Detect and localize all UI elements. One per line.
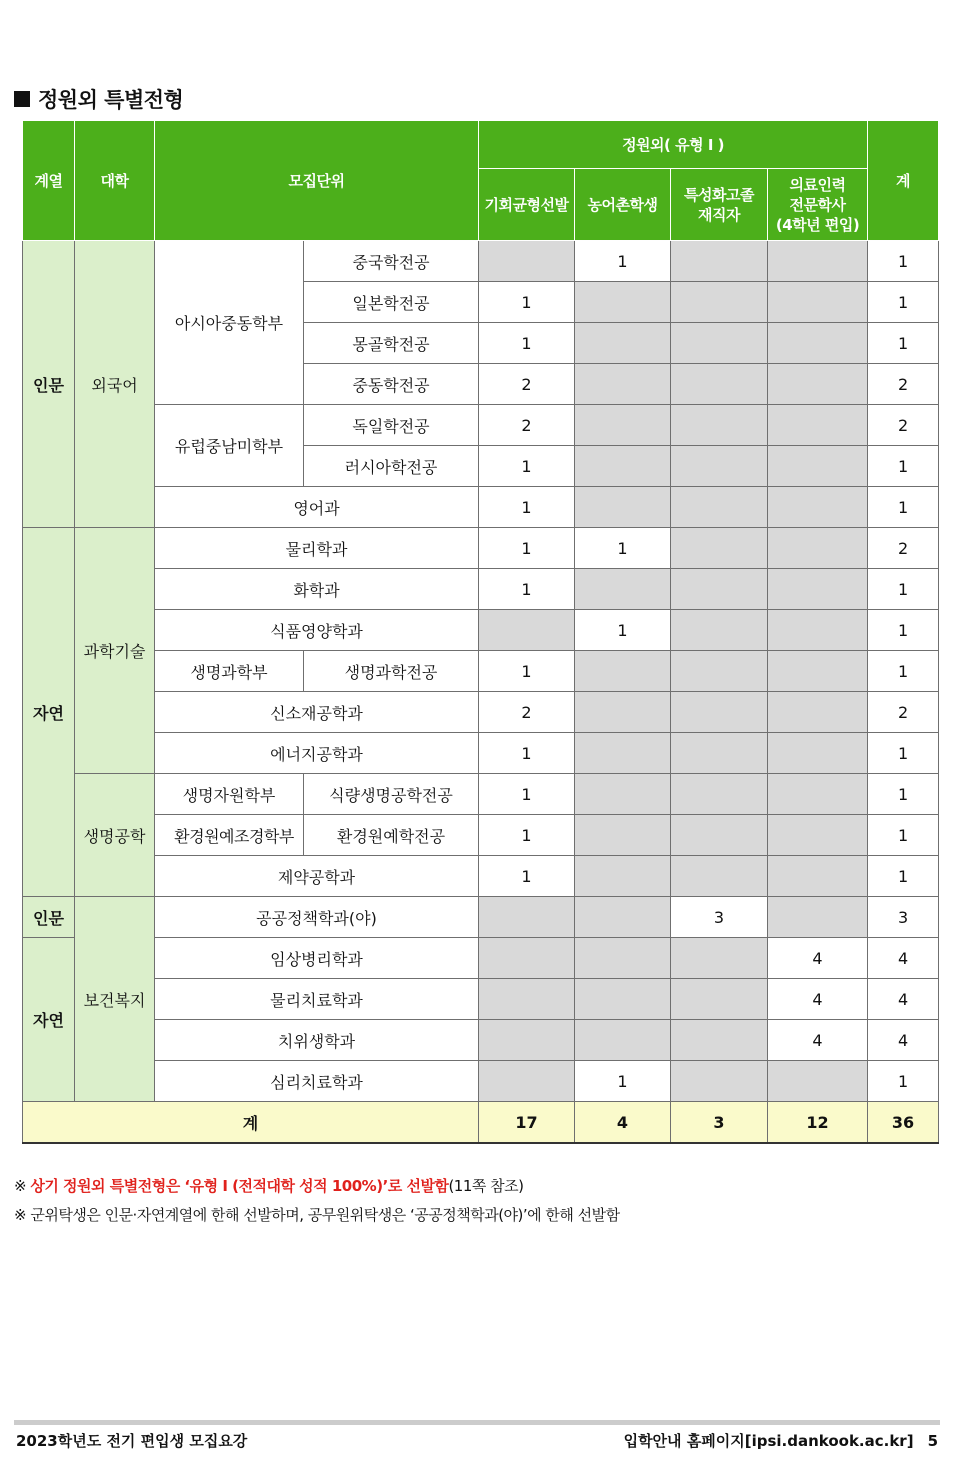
value-cell [671,979,768,1020]
value-cell [671,405,768,446]
value-cell: 1 [575,610,671,651]
value-cell [768,733,868,774]
table-row [23,733,939,774]
unit-cell: 일본학전공 [304,282,479,323]
value-cell [768,856,868,897]
quota-table [22,120,939,1144]
header-sub4-line1: 의료인력 [789,175,846,194]
value-cell [768,487,868,528]
value-cell [671,856,768,897]
value-cell: 1 [479,528,575,569]
total-cell: 4 [868,938,939,979]
value-cell: 1 [479,487,575,528]
value-cell [575,897,671,938]
value-cell [671,692,768,733]
unit-cell: 생명과학전공 [304,651,479,692]
value-cell [575,692,671,733]
value-cell [671,610,768,651]
total-cell: 1 [868,733,939,774]
value-cell [671,487,768,528]
value-cell [768,405,868,446]
value-cell [575,979,671,1020]
value-cell: 1 [479,774,575,815]
series-cell: 인문 [23,241,75,528]
value-cell [479,979,575,1020]
total-cell: 1 [868,282,939,323]
value-cell [479,1020,575,1061]
total-value: 17 [479,1102,575,1144]
total-cell: 1 [868,446,939,487]
unit-cell: 독일학전공 [304,405,479,446]
total-cell: 1 [868,487,939,528]
table-row [23,569,939,610]
note-mark: ※ [14,1206,27,1224]
value-cell [671,528,768,569]
unit-cell: 신소재공학과 [155,692,479,733]
header-sub4 [768,169,868,241]
unit-cell: 공공정책학과(야) [155,897,479,938]
table-row [23,610,939,651]
value-cell [575,856,671,897]
note-1 [14,1172,620,1201]
value-cell [768,651,868,692]
total-cell: 1 [868,651,939,692]
total-value: 12 [768,1102,868,1144]
value-cell [575,1020,671,1061]
total-cell: 1 [868,241,939,282]
value-cell [575,446,671,487]
value-cell [768,282,868,323]
section-title-text: 정원외 특별전형 [38,88,184,112]
total-cell: 4 [868,979,939,1020]
total-cell: 1 [868,323,939,364]
unit-cell: 치위생학과 [155,1020,479,1061]
value-cell [671,1061,768,1102]
college-cell: 보건복지 [75,897,155,1102]
table-row [23,774,939,815]
value-cell [768,692,868,733]
value-cell [575,774,671,815]
table-row [23,487,939,528]
header-total: 계 [868,121,939,241]
total-cell: 2 [868,692,939,733]
series-cell: 자연 [23,528,75,897]
table-row [23,815,939,856]
value-cell: 1 [575,1061,671,1102]
value-cell [768,774,868,815]
value-cell [671,364,768,405]
total-value: 36 [868,1102,939,1144]
value-cell: 1 [479,282,575,323]
table-row [23,856,939,897]
value-cell [768,323,868,364]
total-cell: 1 [868,610,939,651]
value-cell: 1 [479,323,575,364]
header-series: 계열 [23,121,75,241]
value-cell [575,815,671,856]
header-sub3-line2: 재직자 [698,205,740,224]
note-mark: ※ [14,1177,27,1195]
value-cell [479,241,575,282]
value-cell [671,446,768,487]
value-cell: 1 [479,856,575,897]
note-1-rest: (11쪽 참조) [448,1177,524,1195]
header-sub1: 기회균형선발 [479,169,575,241]
value-cell [479,610,575,651]
unit-cell: 중국학전공 [304,241,479,282]
value-cell [671,815,768,856]
note-2 [14,1201,620,1230]
table-row [23,979,939,1020]
value-cell [671,282,768,323]
header-college: 대학 [75,121,155,241]
total-cell: 2 [868,528,939,569]
header-sub3-line1: 특성화고졸 [684,185,754,204]
value-cell [671,241,768,282]
value-cell [768,364,868,405]
note-1-highlight: 상기 정원외 특별전형은 ‘유형 I (전적대학 성적 100%)’로 선발함 [30,1177,449,1195]
value-cell [479,897,575,938]
group-cell: 유럽중남미학부 [155,405,304,487]
value-cell [575,364,671,405]
unit-cell: 물리치료학과 [155,979,479,1020]
value-cell [575,405,671,446]
table-row [23,897,939,938]
total-cell: 2 [868,405,939,446]
square-bullet-icon [14,91,30,107]
table-row [23,528,939,569]
value-cell: 3 [671,897,768,938]
college-cell: 생명공학 [75,774,155,897]
value-cell [575,282,671,323]
total-row [23,1102,939,1144]
section-title [14,84,183,114]
value-cell: 2 [479,405,575,446]
total-cell: 1 [868,774,939,815]
value-cell: 1 [479,651,575,692]
total-value: 4 [575,1102,671,1144]
unit-cell: 러시아학전공 [304,446,479,487]
college-cell: 과학기술 [75,528,155,774]
value-cell [575,323,671,364]
table-row [23,938,939,979]
series-cell: 자연 [23,938,75,1102]
unit-cell: 심리치료학과 [155,1061,479,1102]
header-unit: 모집단위 [155,121,479,241]
table-row [23,1020,939,1061]
group-cell: 생명과학부 [155,651,304,692]
group-cell: 아시아중동학부 [155,241,304,405]
value-cell: 1 [575,528,671,569]
footer-doc-title: 2023학년도 전기 편입생 모집요강 [16,1432,248,1450]
unit-cell: 몽골학전공 [304,323,479,364]
value-cell: 1 [479,446,575,487]
header-sub4-line2: 전문학사 [789,195,846,214]
total-value: 3 [671,1102,768,1144]
value-cell [575,651,671,692]
value-cell [575,938,671,979]
value-cell [768,569,868,610]
college-cell: 외국어 [75,241,155,528]
unit-cell: 환경원예학전공 [304,815,479,856]
value-cell: 2 [479,364,575,405]
table-row [23,1061,939,1102]
value-cell [768,446,868,487]
unit-cell: 식량생명공학전공 [304,774,479,815]
value-cell: 1 [479,569,575,610]
value-cell: 4 [768,979,868,1020]
footer-homepage: 입학안내 홈페이지[ipsi.dankook.ac.kr] [623,1432,914,1450]
value-cell [768,897,868,938]
footer-divider [14,1420,940,1425]
value-cell: 1 [575,241,671,282]
header-sub2: 농어촌학생 [575,169,671,241]
value-cell: 4 [768,938,868,979]
value-cell [671,1020,768,1061]
value-cell [768,815,868,856]
unit-cell: 중동학전공 [304,364,479,405]
total-cell: 1 [868,815,939,856]
notes [14,1172,620,1230]
series-cell: 인문 [23,897,75,938]
total-cell: 1 [868,1061,939,1102]
value-cell [479,1061,575,1102]
unit-cell: 제약공학과 [155,856,479,897]
header-group: 정원외( 유형 I ) [479,121,868,169]
total-label: 계 [23,1102,479,1144]
value-cell [768,610,868,651]
value-cell [768,241,868,282]
table-row [23,405,939,446]
value-cell [575,487,671,528]
value-cell [768,528,868,569]
unit-cell: 물리학과 [155,528,479,569]
value-cell [575,733,671,774]
table-row [23,692,939,733]
value-cell: 1 [479,733,575,774]
note-2-text: 군위탁생은 인문·자연계열에 한해 선발하며, 공무원위탁생은 ‘공공정책학과(야)’에 한해 선발함 [30,1206,620,1224]
group-cell: 생명자원학부 [155,774,304,815]
unit-cell: 에너지공학과 [155,733,479,774]
value-cell [671,938,768,979]
footer-right [624,1430,938,1451]
value-cell: 4 [768,1020,868,1061]
header-sub4-line3: (4학년 편입) [775,215,860,234]
header-sub3 [671,169,768,241]
group-cell: 환경원예조경학부 [155,815,304,856]
total-cell: 4 [868,1020,939,1061]
value-cell [671,733,768,774]
value-cell [768,1061,868,1102]
total-cell: 1 [868,856,939,897]
unit-cell: 화학과 [155,569,479,610]
table-row [23,651,939,692]
value-cell [671,323,768,364]
total-cell: 3 [868,897,939,938]
value-cell [671,774,768,815]
total-cell: 2 [868,364,939,405]
value-cell: 2 [479,692,575,733]
value-cell: 1 [479,815,575,856]
unit-cell: 영어과 [155,487,479,528]
value-cell [575,569,671,610]
unit-cell: 식품영양학과 [155,610,479,651]
value-cell [671,651,768,692]
unit-cell: 임상병리학과 [155,938,479,979]
page-number: 5 [927,1432,938,1450]
table-row [23,241,939,282]
value-cell [671,569,768,610]
total-cell: 1 [868,569,939,610]
value-cell [479,938,575,979]
